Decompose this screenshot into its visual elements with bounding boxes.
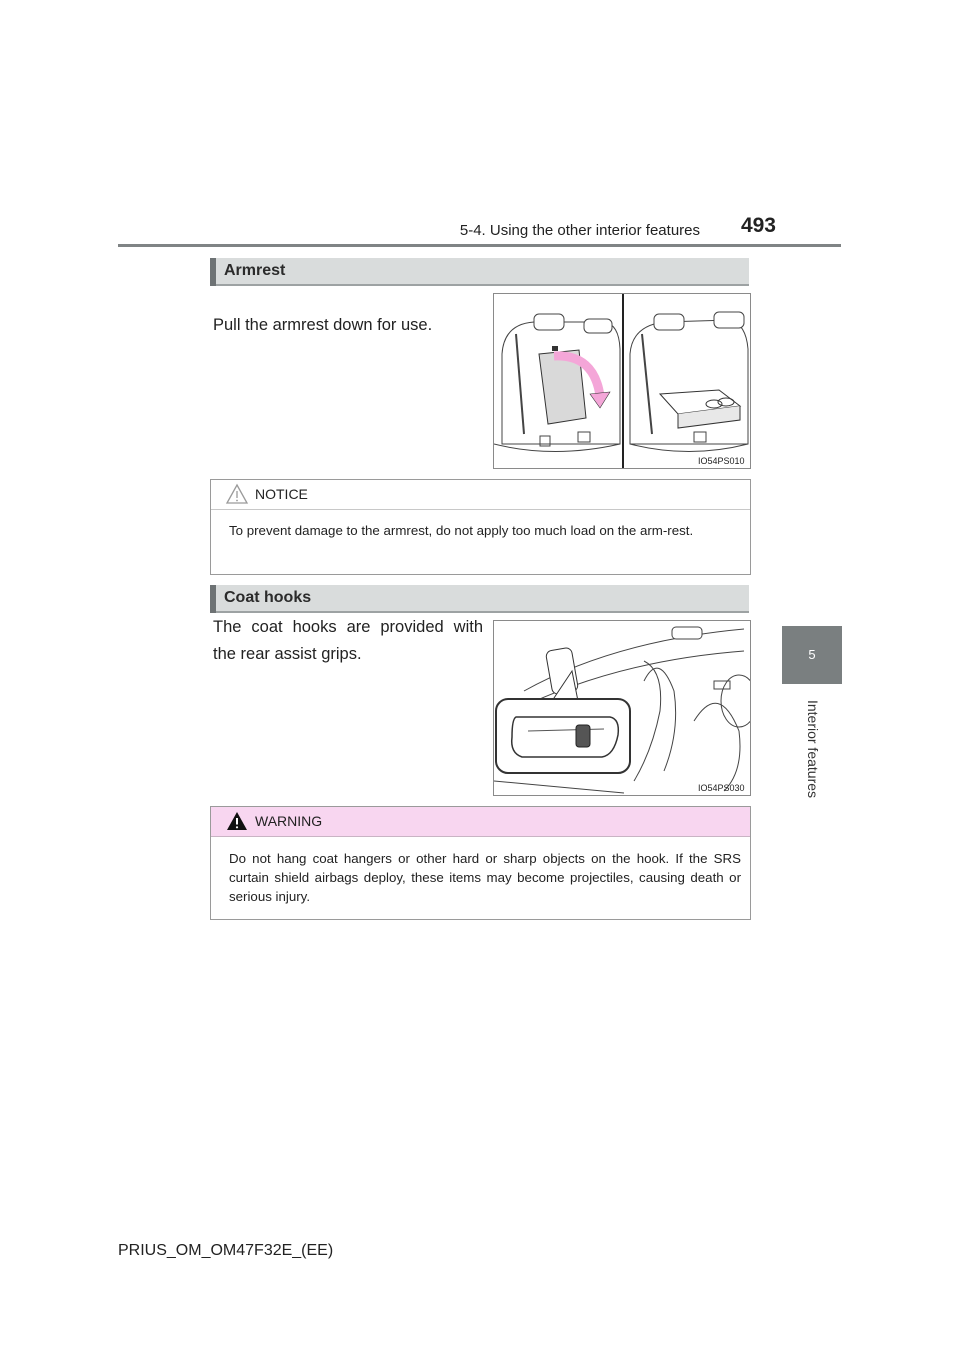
chapter-tab-number: 5	[782, 626, 842, 684]
chapter-tab-label: Interior features	[805, 699, 821, 799]
section-accent	[210, 585, 216, 613]
coat-hook-drawing	[494, 621, 750, 795]
warning-header	[211, 807, 750, 837]
armrest-illustration	[493, 293, 751, 469]
header-divider	[118, 244, 841, 247]
figure-code: IO54PS010	[698, 456, 745, 466]
coat-hook-illustration	[493, 620, 751, 796]
notice-header	[211, 480, 750, 510]
warning-box	[210, 806, 751, 920]
page-number: 493	[740, 214, 776, 237]
section-heading-coat-hooks	[210, 585, 749, 613]
notice-box	[210, 479, 751, 575]
warning-label: WARNING	[255, 813, 323, 829]
coat-hooks-body-text: The coat hooks are provided with the rear assist grips.	[213, 618, 483, 663]
running-header-section: 5-4. Using the other interior features	[459, 222, 700, 239]
caution-triangle-outline-icon	[225, 483, 249, 510]
document-id: PRIUS_OM_OM47F32E_(EE)	[118, 1242, 334, 1259]
armrest-drawing	[494, 294, 750, 468]
armrest-body-text: Pull the armrest down for use.	[213, 316, 433, 334]
section-accent	[210, 258, 216, 286]
notice-text: To prevent damage to the armrest, do not apply too much load on the arm-rest.	[229, 523, 694, 538]
section-title: Armrest	[224, 262, 286, 279]
figure-code: IO54PS030	[698, 783, 745, 793]
section-title: Coat hooks	[224, 589, 312, 606]
notice-label: NOTICE	[255, 486, 308, 502]
section-heading-armrest	[210, 258, 749, 286]
warning-text: Do not hang coat hangers or other hard or sharp objects on the hook. If the SRS curtain shield airbags deploy, these items may become projectiles, causing death or serious injury.	[229, 851, 741, 904]
warning-triangle-filled-icon	[225, 810, 249, 837]
